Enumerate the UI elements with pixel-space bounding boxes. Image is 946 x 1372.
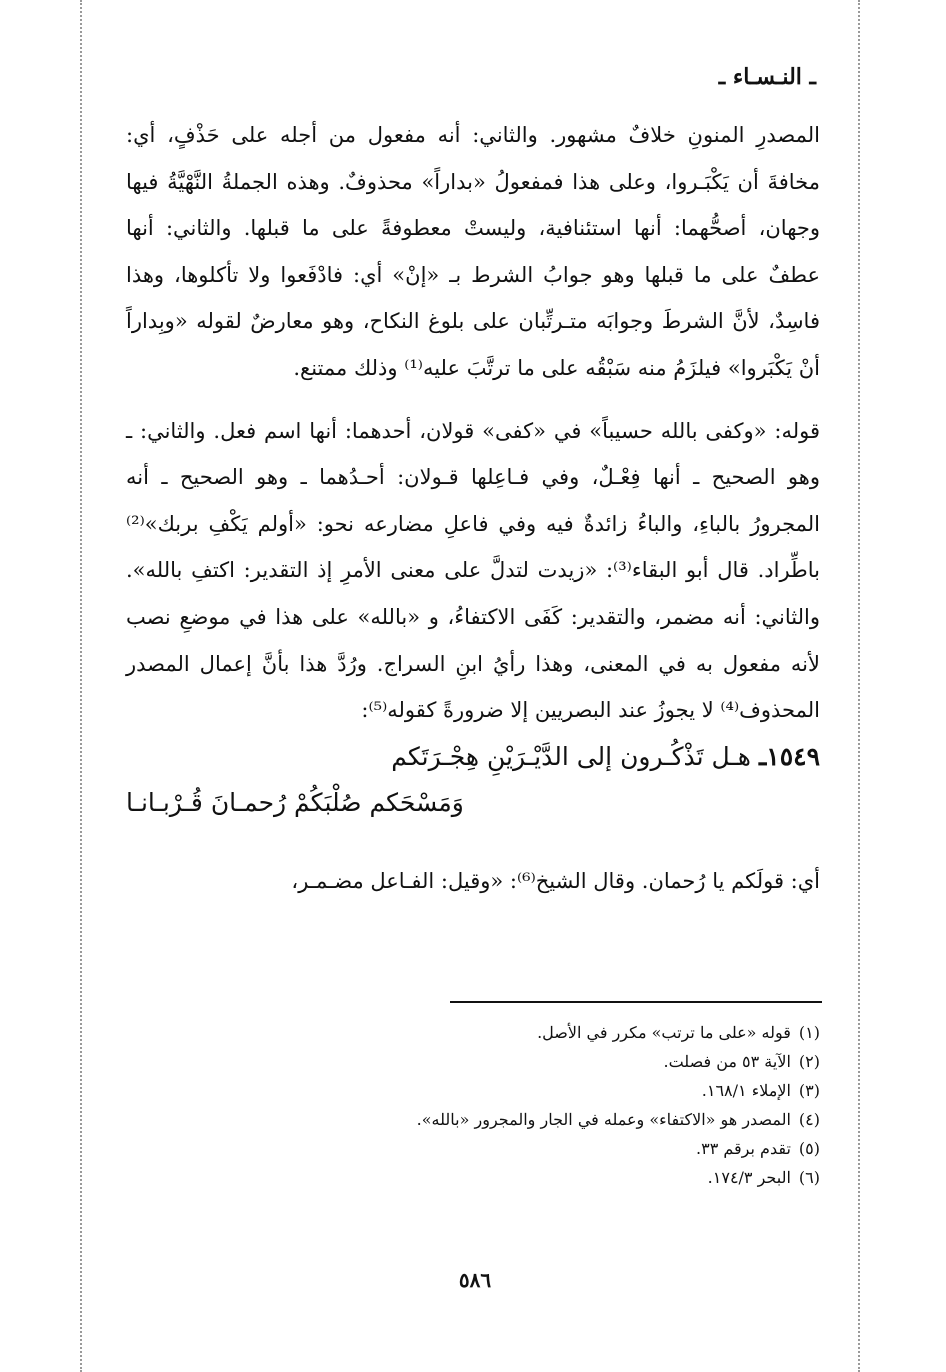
footnote-number: (٣) (798, 1081, 820, 1100)
page-number: ٥٨٦ (458, 1268, 492, 1292)
running-header: ـ النـسـاء ـ (718, 64, 816, 90)
verse-number: ١٥٤٩ـ (758, 741, 820, 771)
footnote-number: (٤) (798, 1110, 820, 1129)
footnote-text: تقدم برقم ٣٣. (696, 1139, 791, 1158)
footnote-separator (450, 1001, 822, 1003)
verse-hemistich-1: هـل تَذْكُـرون إلى الدَّيْـرَيْنِ هِجْـرَتَكم (391, 741, 751, 771)
left-margin-dotted-line (80, 0, 82, 1372)
footnote-text: البحر ١٧٤/٣. (707, 1168, 791, 1187)
footnote-number: (٦) (798, 1168, 820, 1187)
verse-line-1 (391, 742, 820, 771)
footnote-item (320, 1076, 820, 1105)
footnote-item (320, 1047, 820, 1076)
page-body (126, 112, 820, 904)
verse-line-2: وَمَسْحَكم صُلْبَكُمْ رُحمـانَ قُـرْبـانـا (126, 787, 464, 817)
poetry-verse (126, 742, 820, 838)
paragraph-1: المصدرِ المنونِ خلافٌ مشهور. والثاني: أنه مفعول من أجله على حَذْفٍ، أي: مخافةَ أن يَكْبَـروا، وعلى هذا فمفعولُ «بداراً» محذوفٌ. وهذه الجملةُ النَّهْيَّةُ فيها وجهان، أصحُّهما: أنها استئنافية، وليستْ معطوفةً على ما قبلها. والثاني: أنها عطفٌ على ما قبلها وهو جوابُ الشرط بـ «إنْ» أي: فادْفَعوا ولا تأكلوها، وهذا فاسِدٌ، لأنَّ الشرطَ وجوابَه متـرتِّبان على بلوغ النكاح، وهو معارضٌ لقوله «وبِداراً أنْ يَكْبَروا» فيلزَمُ منه سَبْقُه على ما ترتَّبَ عليه⁽¹⁾ وذلك ممتنع. (126, 123, 820, 380)
paragraph-gap (126, 392, 820, 408)
footnote-number: (٥) (798, 1139, 820, 1158)
footnote-item (320, 1105, 820, 1134)
paragraph-3: أي: قولَكم يا رُحمان. وقال الشيخ⁽⁶⁾: «وقيل: الفـاعل مضـمـر، (291, 868, 820, 893)
footnote-item (320, 1018, 820, 1047)
paragraph-2: قوله: «وكفى بالله حسيباً» في «كفى» قولان، أحدهما: أنها اسم فعل. والثاني: ـ وهو الصحيح ـ أنها فِعْـلٌ، وفي فـاعِلها قـولان: أحـدُهما ـ وهو الصحيح ـ أنه المجرورُ بالباءِ، والباءُ زائدةٌ فيه وفي فاعلِ مضارعه نحو: «أولم يَكْفِ بربك»⁽²⁾ باطِّراد. قال أبو البقاء⁽³⁾: «زيدت لتدلَّ على معنى الأمرِ إذ التقدير: اكتفِ بالله». والثاني: أنه مضمر، والتقدير: كَفَى الاكتفاءُ، و «بالله» على هذا في موضعِ نصب لأنه مفعول به في المعنى، وهذا رأيُ ابنِ السراج. ورُدَّ هذا بأنَّ إعمال المصدر المحذوف⁽⁴⁾ لا يجوزُ عند البصريين إلا ضرورةً كقوله⁽⁵⁾: (126, 418, 821, 723)
footnote-number: (٢) (798, 1052, 820, 1071)
footnote-item (320, 1134, 820, 1163)
footnote-text: المصدر هو «الاكتفاء» وعمله في الجار والمجرور «بالله». (416, 1110, 791, 1129)
footnote-item (320, 1163, 820, 1192)
footnotes-list (320, 1018, 820, 1192)
footnote-text: قوله «على ما ترتب» مكرر في الأصل. (537, 1023, 791, 1042)
footnote-text: الآية ٥٣ من فصلت. (663, 1052, 791, 1071)
right-margin-dotted-line (858, 0, 860, 1372)
footnote-text: الإملاء ١٦٨/١. (701, 1081, 791, 1100)
footnote-number: (١) (798, 1023, 820, 1042)
